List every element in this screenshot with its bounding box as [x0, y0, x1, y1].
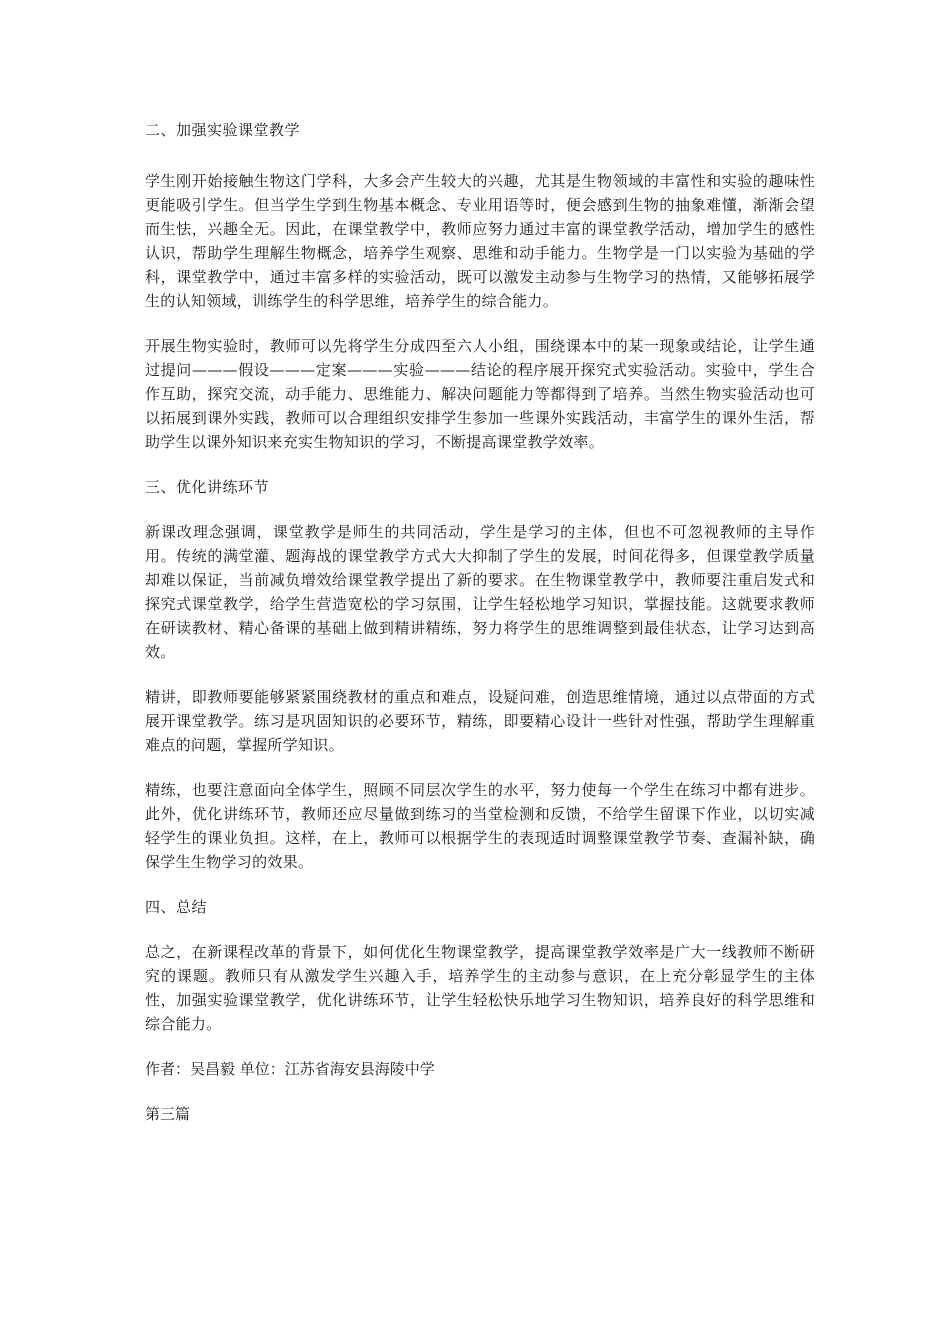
next-article-label: 第三篇 — [145, 1105, 191, 1123]
paragraph: 新课改理念强调，课堂教学是师生的共同活动，学生是学习的主体，但也不可忽视教师的主导作用。传统的满堂灌、题海战的课堂教学方式大大抑制了学生的发展，时间花得多，但课堂教学质量却难以保证，当前减负增效给课堂教学提出了新的要求。在生物课堂教学中，教师要注重启发式和探究式课堂教学，给学生营造宽松的学习氛围，让学生轻松地学习知识，掌握技能。这就要求教师在研读教材、精心备课的基础上做到精讲精练，努力将学生的思维调整到最佳状态，让学习达到高效。 — [145, 523, 815, 661]
section-summary — [145, 895, 815, 1036]
section-heading: 二、加强实验课堂教学 — [145, 121, 301, 139]
paragraph: 学生刚开始接触生物这门学科，大多会产生较大的兴趣，尤其是生物领域的丰富性和实验的趣味性更能吸引学生。但当学生学到生物基本概念、专业用语等时，便会感到生物的抽象难懂，渐渐会望而生怯，兴趣全无。因此，在课堂教学中，教师应努力通过丰富的课堂教学活动，增加学生的感性认识，帮助学生理解生物概念，培养学生观察、思维和动手能力。生物学是一门以实验为基础的学科，课堂教学中，通过丰富多样的实验活动，既可以激发主动参与生物学习的热情，又能够拓展学生的认知领域，训练学生的科学思维，培养学生的综合能力。 — [145, 172, 815, 310]
section-experiment — [145, 118, 815, 454]
section-heading: 三、优化讲练环节 — [145, 478, 270, 496]
paragraph: 总之，在新课程改革的背景下，如何优化生物课堂教学，提高课堂教学效率是广大一线教师不断研究的课题。教师只有从激发学生兴趣入手，培养学生的主动参与意识，在上充分彰显学生的主体性，加强实验课堂教学，优化讲练环节，让学生轻松快乐地学习生物知识，培养良好的科学思维和综合能力。 — [145, 943, 815, 1033]
author-line: 作者：吴昌毅 单位：江苏省海安县海陵中学 — [145, 1060, 435, 1078]
document-body — [145, 118, 815, 1126]
paragraph: 开展生物实验时，教师可以先将学生分成四至六人小组，围绕课本中的某一现象或结论，让学生通过提问———假设———定案———实验———结论的程序展开探究式实验活动。实验中，学生合作互助，探究交流，动手能力、思维能力、解决问题能力等都得到了培养。当然生物实验活动也可以拓展到课外实践，教师可以合理组织安排学生参加一些课外实践活动，丰富学生的课外生活，帮助学生以课外知识来充实生物知识的学习，不断提高课堂教学效率。 — [145, 337, 815, 451]
section-practice — [145, 475, 815, 874]
paragraph: 精讲，即教师要能够紧紧围绕教材的重点和难点，设疑问难，创造思维情境，通过以点带面的方式展开课堂教学。练习是巩固知识的必要环节，精练，即要精心设计一些针对性强，帮助学生理解重难点的问题，掌握所学知识。 — [145, 688, 815, 754]
section-heading: 四、总结 — [145, 898, 208, 916]
paragraph: 精练，也要注意面向全体学生，照顾不同层次学生的水平，努力使每一个学生在练习中都有进步。此外，优化讲练环节，教师还应尽量做到练习的当堂检测和反馈，不给学生留课下作业，以切实减轻学生的课业负担。这样，在上，教师可以根据学生的表现适时调整课堂教学节奏、查漏补缺，确保学生生物学习的效果。 — [145, 781, 815, 871]
